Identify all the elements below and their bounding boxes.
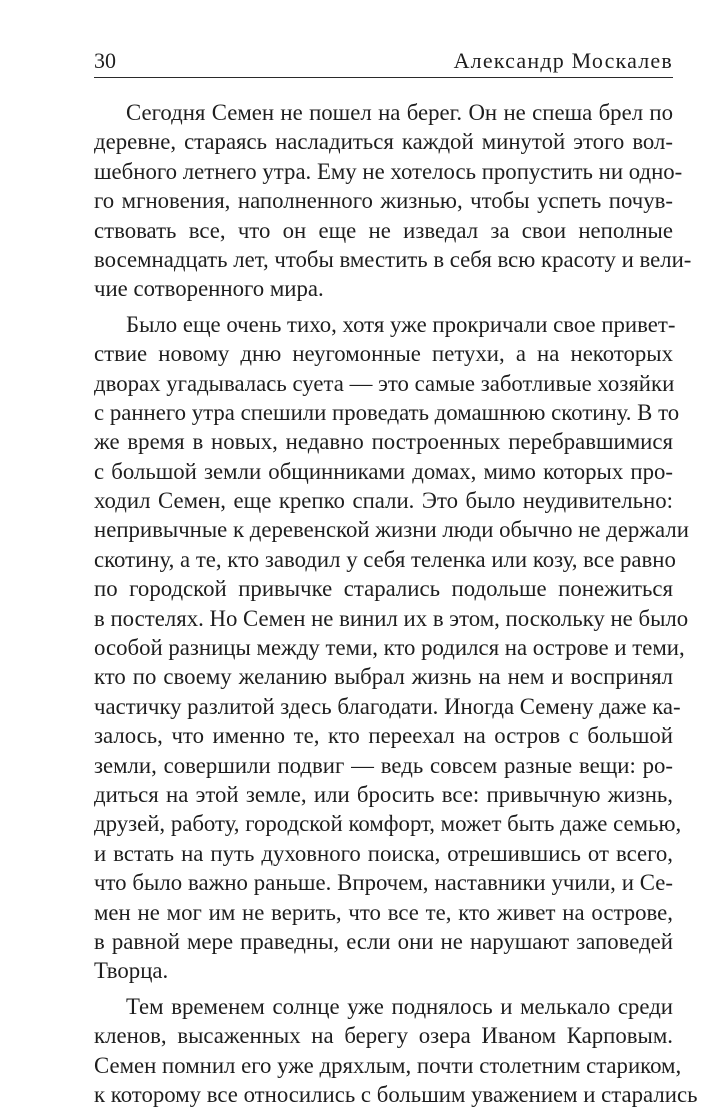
text-line: кленов, высаженных на берегу озера Иваном Карповым. bbox=[94, 1023, 673, 1049]
text-line: шебного летнего утра. Ему не хотелось пропустить ни одно- bbox=[94, 158, 683, 184]
text-line: скотину, а те, кто заводил у себя теленка или козу, все равно bbox=[94, 546, 676, 572]
text-line: к которому все относились с большим уважением и старались bbox=[94, 1081, 698, 1107]
text-line: деревне, стараясь насладиться каждой минутой этого вол- bbox=[94, 129, 673, 155]
text-line: залось, что именно те, кто переехал на остров с большой bbox=[94, 723, 673, 749]
paragraph bbox=[94, 98, 692, 304]
text-line: с большой земли общинниками домах, мимо которых про- bbox=[94, 458, 673, 484]
text-line: ствие новому дню неугомонные петухи, а на некоторых bbox=[94, 341, 673, 367]
text-line: и встать на путь духовного поиска, отрешившись от всего, bbox=[94, 840, 673, 866]
text-line: ходил Семен, еще крепко спали. Это было неудивительно: bbox=[94, 488, 673, 514]
paragraph bbox=[94, 992, 698, 1110]
text-line: же время в новых, недавно построенных перебравшимися bbox=[94, 429, 673, 455]
text-line: Тем временем солнце уже поднялось и мелькало среди bbox=[126, 993, 673, 1019]
text-line: земли, совершили подвиг — ведь совсем разные вещи: ро- bbox=[94, 752, 673, 778]
text-line: диться на этой земле, или бросить все: привычную жизнь, bbox=[94, 781, 673, 807]
text-line: Было еще очень тихо, хотя уже прокричали свое привет- bbox=[126, 311, 676, 337]
text-line: восемнадцать лет, чтобы вместить в себя всю красоту и вели- bbox=[94, 246, 692, 272]
text-line: чие сотворенного мира. bbox=[94, 276, 324, 302]
text-line: Семен помнил его уже дряхлым, почти столетним стариком, bbox=[94, 1052, 682, 1078]
text-line: по городской привычке старались подольше понежиться bbox=[94, 576, 673, 602]
text-line: ствовать все, что он еще не изведал за свои неполные bbox=[94, 217, 673, 243]
page-number: 30 bbox=[94, 48, 116, 73]
text-line: го мгновения, наполненного жизнью, чтобы успеть почув- bbox=[94, 188, 673, 214]
text-line: Творца. bbox=[94, 958, 169, 984]
paragraph bbox=[94, 310, 689, 986]
text-line: Сегодня Семен не пошел на берег. Он не спеша брел по bbox=[126, 100, 673, 125]
text-line: особой разницы между теми, кто родился на острове и теми, bbox=[94, 635, 685, 661]
running-header bbox=[94, 40, 673, 74]
text-line: кто по своему желанию выбрал жизнь на нем и воспринял bbox=[94, 664, 673, 690]
text-line: с раннего утра спешили проведать домашнюю скотину. В то bbox=[94, 399, 680, 425]
text-line: частичку разлитой здесь благодати. Иногда Семену даже ка- bbox=[94, 693, 681, 719]
text-line: мен не мог им не верить, что все те, кто живет на острове, bbox=[94, 899, 673, 925]
text-line: что было важно раньше. Впрочем, наставники учили, и Се- bbox=[94, 870, 673, 896]
text-line: в постелях. Но Семен не винил их в этом, поскольку не было bbox=[94, 605, 689, 631]
text-line: в равной мере праведны, если они не нарушают заповедей bbox=[94, 928, 673, 954]
running-header-author: Александр Москалев bbox=[453, 48, 673, 73]
body-text bbox=[94, 98, 698, 1115]
header-rule bbox=[94, 77, 673, 78]
text-line: дворах угадывалась суета — это самые заботливые хозяйки bbox=[94, 370, 675, 396]
text-line: непривычные к деревенской жизни люди обычно не держали bbox=[94, 517, 689, 543]
text-line: друзей, работу, городской комфорт, может быть даже семью, bbox=[94, 811, 682, 837]
